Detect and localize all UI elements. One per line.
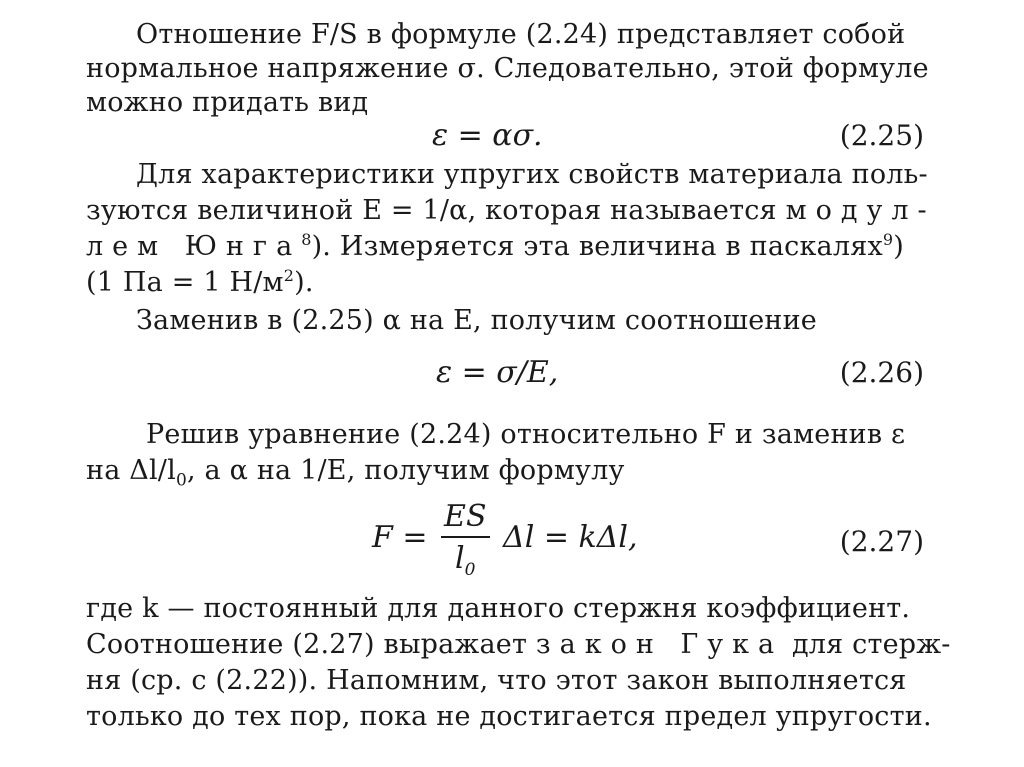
equation-2-27-lhs: F = xyxy=(372,520,428,555)
paragraph-1-line-2: нормальное напряжение σ. Следовательно, этой формуле xyxy=(86,53,929,84)
equation-2-27-rhs: Δl = kΔl, xyxy=(503,520,638,555)
pascal-definition: (1 Па = 1 Н/м xyxy=(86,267,284,298)
term-young: лем Юнга xyxy=(86,231,302,262)
paragraph-1-line-3: можно придать вид xyxy=(86,87,369,118)
fraction-numerator: ES xyxy=(441,500,489,538)
paragraph-2-line-2 xyxy=(86,194,936,228)
equation-number-2-25: (2.25) xyxy=(839,119,924,152)
equation-number-2-26: (2.26) xyxy=(839,356,924,389)
paragraph-4-line-1: Решив уравнение (2.24) относительно F и заменив ε xyxy=(146,419,906,450)
paragraph-5-line-2-a: Соотношение (2.27) выражает xyxy=(86,629,528,660)
denominator-l: l xyxy=(455,541,465,576)
footnote-8: 8 xyxy=(301,230,312,249)
paragraph-2-line-3-text: ). Измеряется эта величина в паскалях xyxy=(311,231,883,262)
paragraph-2-line-3-close: ) xyxy=(893,231,904,262)
equation-2-27 xyxy=(372,500,638,578)
equation-number-2-27: (2.27) xyxy=(839,525,924,558)
paragraph-2-line-3 xyxy=(86,230,904,264)
paragraph-2-line-4 xyxy=(86,266,314,300)
paragraph-4-line-2-a: на Δl/l xyxy=(86,455,176,486)
paragraph-5-line-4: только до тех пор, пока не достигается предел упругости. xyxy=(86,701,932,732)
paragraph-4-line-2 xyxy=(86,454,625,491)
superscript-2: 2 xyxy=(283,266,295,285)
term-modulus: модул- xyxy=(785,195,936,226)
paragraph-3-line-1: Заменив в (2.25) α на E, получим соотношение xyxy=(136,305,817,336)
subscript-0: 0 xyxy=(175,470,187,491)
equation-2-25: ε = ασ. xyxy=(432,118,543,153)
footnote-9: 9 xyxy=(882,230,894,249)
fraction-denominator xyxy=(441,538,489,578)
paragraph-4-line-2-b: , а α на 1/E, получим формулу xyxy=(186,455,625,486)
paragraph-2-line-2-text: зуются величиной E = 1/α, которая называется xyxy=(86,195,777,226)
denominator-subscript: 0 xyxy=(464,560,476,580)
equation-2-26: ε = σ/E, xyxy=(436,355,559,390)
paragraph-5-line-2 xyxy=(86,628,951,662)
paragraph-5-line-3: ня (ср. с (2.22)). Напомним, что этот закон выполняется xyxy=(86,665,907,696)
paragraph-5-line-2-c: для стерж- xyxy=(791,629,951,660)
fraction xyxy=(441,500,489,578)
pascal-definition-end: ). xyxy=(294,267,314,298)
term-hooke-law: закон Гука xyxy=(535,629,784,660)
paragraph-1-line-1: Отношение F/S в формуле (2.24) представляет собой xyxy=(136,19,906,50)
paragraph-5-line-1: где k — постоянный для данного стержня коэффициент. xyxy=(86,593,911,624)
paragraph-2-line-1: Для характеристики упругих свойств материала поль- xyxy=(136,159,928,190)
